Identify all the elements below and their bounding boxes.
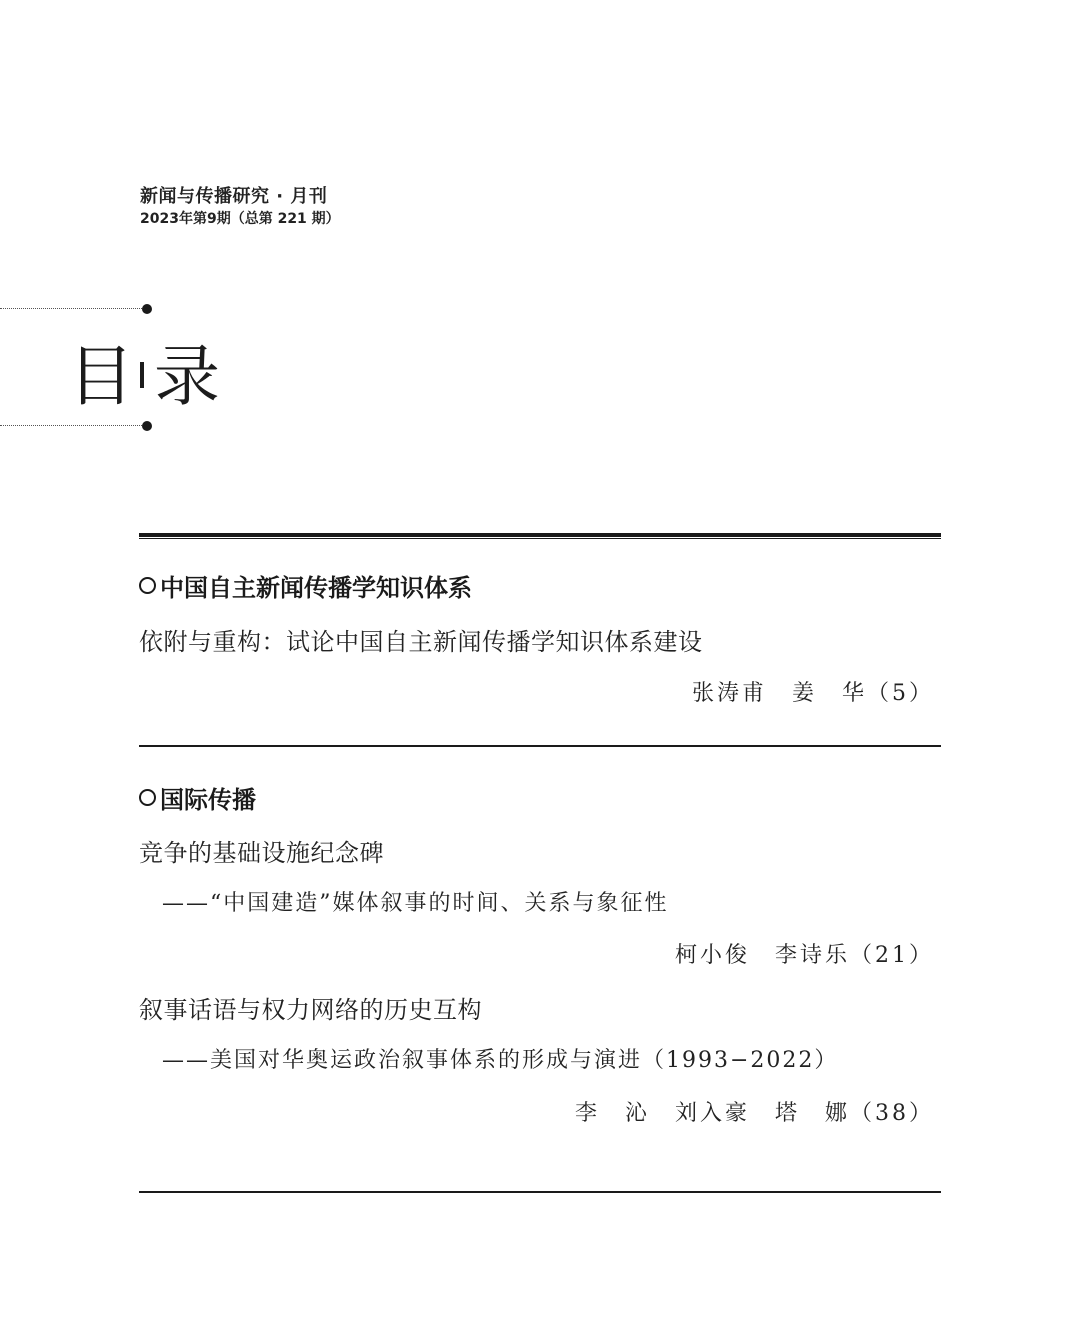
article-3-authors: 李 沁 刘入豪 塔 娜（38） bbox=[575, 1101, 934, 1126]
dotted-line-top bbox=[0, 308, 146, 309]
dot-marker-bottom bbox=[142, 421, 152, 431]
article-2-title[interactable]: 竞争的基础设施纪念碑 bbox=[139, 839, 384, 867]
section-heading-1-label: 中国自主新闻传播学知识体系 bbox=[160, 574, 472, 602]
journal-name: 新闻与传播研究 · 月刊 bbox=[140, 186, 328, 207]
article-3-subtitle: ——美国对华奥运政治叙事体系的形成与演进（1993−2022） bbox=[162, 1048, 839, 1073]
dotted-line-bottom bbox=[0, 425, 146, 426]
dot-marker-top bbox=[142, 304, 152, 314]
section-heading-1 bbox=[139, 568, 472, 603]
article-1-authors: 张涛甫 姜 华（5） bbox=[692, 681, 934, 706]
section-heading-2-label: 国际传播 bbox=[160, 786, 256, 814]
divider-thick bbox=[139, 533, 941, 537]
article-2-subtitle: ——“中国建造”媒体叙事的时间、关系与象征性 bbox=[162, 891, 669, 916]
toc-title-separator bbox=[140, 362, 144, 388]
divider-thin-2 bbox=[139, 1191, 941, 1193]
article-2-authors: 柯小俊 李诗乐（21） bbox=[675, 943, 934, 968]
article-3-title[interactable]: 叙事话语与权力网络的历史互构 bbox=[139, 996, 482, 1024]
divider-thin-1 bbox=[139, 745, 941, 747]
journal-issue: 2023年第9期（总第 221 期） bbox=[140, 211, 340, 227]
journal-header bbox=[140, 185, 340, 229]
circle-bullet-icon bbox=[139, 789, 156, 806]
toc-title-char-2: 录 bbox=[154, 337, 220, 415]
circle-bullet-icon bbox=[139, 577, 156, 594]
toc-title-char-1: 目 bbox=[68, 337, 134, 415]
article-1-title[interactable]: 依附与重构：试论中国自主新闻传播学知识体系建设 bbox=[139, 628, 703, 656]
section-heading-2 bbox=[139, 780, 256, 815]
toc-title bbox=[68, 330, 220, 415]
